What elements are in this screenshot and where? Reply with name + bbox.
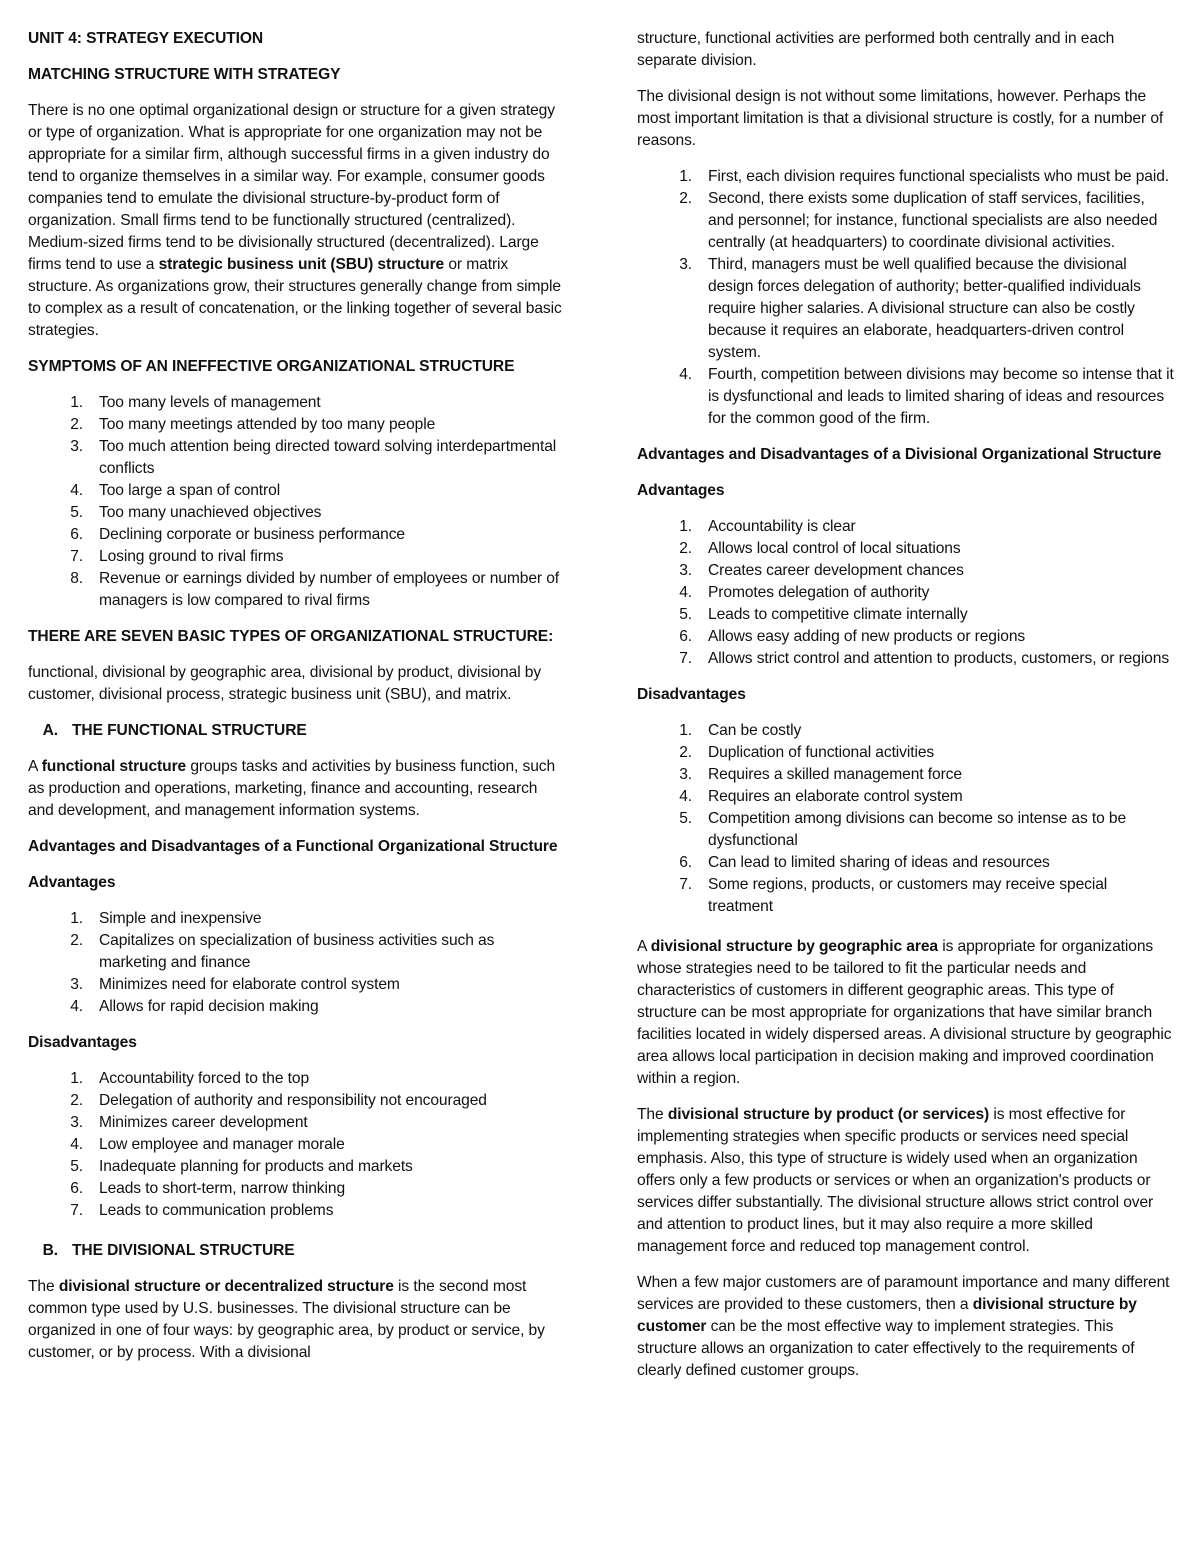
list-item-number: 7. (679, 650, 692, 667)
list-item-number: 1. (679, 168, 692, 185)
list-item-text: Leads to competitive climate internally (708, 606, 968, 623)
unit-title: UNIT 4: STRATEGY EXECUTION (28, 30, 264, 47)
product-paragraph: The divisional structure by product (or services) is most effective for implementing strategies when specific products or services need special emphasis. Also, this type of structure is widely used when an organization offers only a few products or services or when an organization's products or services differ substantially. The divisional structure allows strict control over and attention to product lines, but it may also require a more skilled management force and reduced top management control. (637, 1106, 1154, 1255)
list-item (28, 568, 565, 612)
list-item-text: Declining corporate or business performance (99, 526, 405, 543)
functional-adv-heading: Advantages and Disadvantages of a Functional Organizational Structure (28, 838, 558, 855)
divisional-continuation: structure, functional activities are performed both centrally and in each separate division. (637, 30, 1115, 69)
list-item-number: 5. (679, 606, 692, 623)
list-item-text: Allows strict control and attention to products, customers, or regions (708, 650, 1170, 667)
list-item-text: Duplication of functional activities (708, 744, 935, 761)
list-item-number: 2. (70, 932, 83, 949)
list-item-number: 6. (70, 1180, 83, 1197)
list-item (637, 720, 1174, 742)
symptoms-heading: SYMPTOMS OF AN INEFFECTIVE ORGANIZATIONAL STRUCTURE (28, 358, 515, 375)
list-item-text: Too much attention being directed toward solving interdepartmental conflicts (99, 438, 557, 477)
list-item-text: Losing ground to rival firms (99, 548, 284, 565)
list-item-text: Second, there exists some duplication of staff services, facilities, and personnel; for instance, functional specialists are also needed centrally (at headquarters) to coordinate divisional activities. (708, 190, 1158, 251)
symptoms-list (28, 392, 565, 612)
list-item-text: Too many levels of management (99, 394, 321, 411)
list-item-text: Allows local control of local situations (708, 540, 961, 557)
list-item-number: 1. (70, 1070, 83, 1087)
list-item (28, 524, 565, 546)
list-item-text: Third, managers must be well qualified because the divisional design forces delegation of authority; better-qualified individuals require higher salaries. A divisional structure can also be costly because it requires an elaborate, headquarters-driven control system. (708, 256, 1141, 361)
list-item-text: Minimizes need for elaborate control system (99, 976, 400, 993)
divisional-adv-heading: Advantages and Disadvantages of a Divisional Organizational Structure (637, 446, 1162, 463)
list-item-number: 5. (70, 1158, 83, 1175)
divisional-disadvantages-label: Disadvantages (637, 686, 746, 703)
list-item-text: Creates career development chances (708, 562, 964, 579)
list-item-number: 7. (70, 548, 83, 565)
list-item-text: Leads to short-term, narrow thinking (99, 1180, 346, 1197)
list-item (637, 852, 1174, 874)
list-item (637, 626, 1174, 648)
list-item (637, 786, 1174, 808)
list-item-text: Some regions, products, or customers may receive special treatment (708, 876, 1108, 915)
list-item (637, 874, 1174, 918)
limitations-paragraph: The divisional design is not without some limitations, however. Perhaps the most important limitation is that a divisional structure is costly, for a number of reasons. (637, 88, 1164, 149)
list-item (637, 364, 1174, 430)
list-item-number: 4. (679, 584, 692, 601)
list-item (637, 808, 1174, 852)
list-item-text: Accountability forced to the top (99, 1070, 310, 1087)
list-item (637, 582, 1174, 604)
list-item (28, 1134, 565, 1156)
list-item (28, 930, 565, 974)
list-item-number: 6. (679, 854, 692, 871)
list-item-number: 2. (679, 744, 692, 761)
list-item-number: 6. (70, 526, 83, 543)
list-item-number: 4. (70, 998, 83, 1015)
list-item (28, 1112, 565, 1134)
functional-advantages-label: Advantages (28, 874, 116, 891)
list-item-text: Revenue or earnings divided by number of employees or number of managers is low compared to rival firms (99, 570, 560, 609)
list-item-number: 2. (679, 540, 692, 557)
list-item (28, 480, 565, 502)
divisional-disadvantages-list (637, 720, 1174, 918)
list-item-number: 3. (70, 976, 83, 993)
list-item-text: Can lead to limited sharing of ideas and resources (708, 854, 1050, 871)
list-item (637, 516, 1174, 538)
functional-paragraph: A functional structure groups tasks and activities by business function, such as production and operations, marketing, finance and accounting, research and development, and management information systems. (28, 758, 556, 819)
divisional-paragraph: The divisional structure or decentralized structure is the second most common type used by U.S. businesses. The divisional structure can be organized in one of four ways: by geographic area, by product or service, by customer, or by process. With a divisional (28, 1278, 545, 1361)
list-item-number: 2. (70, 416, 83, 433)
list-item (637, 742, 1174, 764)
list-item-number: 4. (679, 366, 692, 383)
list-item-number: 6. (679, 628, 692, 645)
list-item-number: 3. (679, 256, 692, 273)
list-item-text: Simple and inexpensive (99, 910, 262, 927)
customer-paragraph: When a few major customers are of paramount importance and many different services are provided to these customers, then a divisional structure by customer can be the most effective way to implement strategies. This structure allows an organization to cater effectively to the requirements of clearly defined customer groups. (637, 1274, 1170, 1379)
list-item-number: 5. (679, 810, 692, 827)
list-item-text: Allows for rapid decision making (99, 998, 319, 1015)
list-item-number: 1. (679, 722, 692, 739)
list-item (637, 764, 1174, 786)
functional-disadvantages-label: Disadvantages (28, 1034, 137, 1051)
list-item-number: 1. (679, 518, 692, 535)
list-item-text: Capitalizes on specialization of business activities such as marketing and finance (99, 932, 495, 971)
list-item (28, 546, 565, 568)
list-item (28, 1068, 565, 1090)
list-item-text: Can be costly (708, 722, 802, 739)
section-b-heading: B. THE DIVISIONAL STRUCTURE (42, 1242, 295, 1259)
functional-disadvantages-list (28, 1068, 565, 1222)
list-item-number: 3. (679, 562, 692, 579)
list-item (28, 1178, 565, 1200)
list-item-text: Competition among divisions can become so intense as to be dysfunctional (708, 810, 1127, 849)
section-a-heading: A. THE FUNCTIONAL STRUCTURE (42, 722, 307, 739)
list-item-number: 4. (679, 788, 692, 805)
list-item-number: 3. (70, 1114, 83, 1131)
list-item-number: 7. (70, 1202, 83, 1219)
list-item-number: 4. (70, 482, 83, 499)
list-item-text: First, each division requires functional specialists who must be paid. (708, 168, 1170, 185)
intro-paragraph: There is no one optimal organizational design or structure for a given strategy or type of organization. What is appropriate for one organization may not be appropriate for a similar firm, although successful firms in a given industry do tend to organize themselves in a similar way. For example, consumer goods companies tend to emulate the divisional structure-by-product form of organization. Small firms tend to be functionally structured (centralized). Medium-sized firms tend to be divisionally structured (decentralized). Large firms tend to use a strategic business unit (SBU) structure or matrix structure. As organizations grow, their structures generally change from simple to complex as a result of concatenation, or the linking together of several basic strategies. (28, 102, 562, 339)
divisional-advantages-list (637, 516, 1174, 670)
seven-types-heading: THERE ARE SEVEN BASIC TYPES OF ORGANIZATIONAL STRUCTURE: (28, 628, 554, 645)
left-column (28, 28, 565, 1553)
list-item-text: Minimizes career development (99, 1114, 308, 1131)
list-item-text: Delegation of authority and responsibility not encouraged (99, 1092, 487, 1109)
list-item-number: 2. (70, 1092, 83, 1109)
functional-advantages-list (28, 908, 565, 1018)
list-item (637, 604, 1174, 626)
list-item-text: Too large a span of control (99, 482, 281, 499)
list-item (637, 648, 1174, 670)
matching-heading: MATCHING STRUCTURE WITH STRATEGY (28, 66, 341, 83)
list-item-text: Leads to communication problems (99, 1202, 334, 1219)
list-item-number: 3. (70, 438, 83, 455)
list-item-text: Promotes delegation of authority (708, 584, 930, 601)
list-item (28, 974, 565, 996)
list-item-text: Accountability is clear (708, 518, 856, 535)
list-item-text: Inadequate planning for products and markets (99, 1158, 413, 1175)
list-item-number: 1. (70, 394, 83, 411)
list-item-text: Too many meetings attended by too many people (99, 416, 436, 433)
list-item-number: 2. (679, 190, 692, 207)
list-item-number: 4. (70, 1136, 83, 1153)
list-item (28, 502, 565, 524)
list-item (28, 436, 565, 480)
list-item (28, 1156, 565, 1178)
cost-reasons-list (637, 166, 1174, 430)
list-item-text: Low employee and manager morale (99, 1136, 345, 1153)
list-item (28, 908, 565, 930)
list-item (637, 254, 1174, 364)
list-item (637, 538, 1174, 560)
list-item (28, 1090, 565, 1112)
list-item (28, 392, 565, 414)
list-item-text: Requires a skilled management force (708, 766, 962, 783)
list-item-number: 3. (679, 766, 692, 783)
list-item (28, 996, 565, 1018)
list-item-text: Requires an elaborate control system (708, 788, 963, 805)
list-item-number: 8. (70, 570, 83, 587)
geographic-paragraph: A divisional structure by geographic area is appropriate for organizations whose strategies need to be tailored to fit the particular needs and characteristics of customers in different geographic areas. This type of structure can be most appropriate for organizations that have similar branch facilities located in widely dispersed areas. A divisional structure by geographic area allows local participation in decision making and improved coordination within a region. (637, 938, 1172, 1087)
seven-types-text: functional, divisional by geographic area, divisional by product, divisional by customer, divisional process, strategic business unit (SBU), and matrix. (28, 664, 542, 703)
list-item (28, 1200, 565, 1222)
list-item-text: Allows easy adding of new products or regions (708, 628, 1026, 645)
list-item (637, 560, 1174, 582)
list-item-number: 5. (70, 504, 83, 521)
list-item-number: 7. (679, 876, 692, 893)
list-item-number: 1. (70, 910, 83, 927)
list-item (637, 166, 1174, 188)
list-item (637, 188, 1174, 254)
divisional-advantages-label: Advantages (637, 482, 725, 499)
right-column (637, 28, 1174, 1553)
list-item-text: Fourth, competition between divisions may become so intense that it is dysfunctional and leads to limited sharing of ideas and resources for the common good of the firm. (708, 366, 1174, 427)
list-item (28, 414, 565, 436)
list-item-text: Too many unachieved objectives (99, 504, 322, 521)
